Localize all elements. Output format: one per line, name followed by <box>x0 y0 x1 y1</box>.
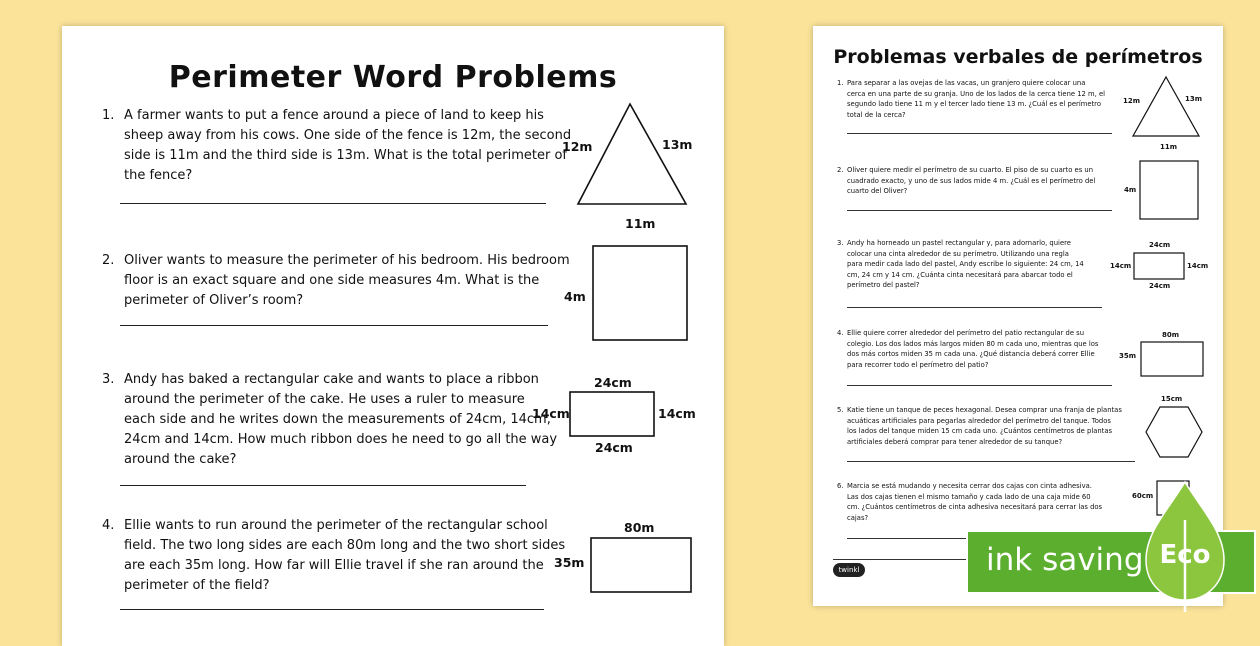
rectangle-shape <box>590 537 692 593</box>
question-line: perímetro del pastel? <box>847 281 920 289</box>
question-line: A farmer wants to put a fence around a piece of land to keep his <box>124 108 544 123</box>
side-label: 80m <box>1162 331 1180 339</box>
question-line: Oliver quiere medir el perímetro de su cuarto. El piso de su cuarto es un <box>847 166 1094 174</box>
question-number: 4. <box>102 518 115 533</box>
question-line: cuadrado exacto, y uno de sus lados mide 4 m. ¿Cuál es el perímetro del <box>847 176 1096 185</box>
answer-line <box>847 133 1112 134</box>
rectangle-shape <box>569 391 655 437</box>
question-number: 2. <box>102 253 115 268</box>
side-label: 14cm <box>1187 262 1209 270</box>
question-number: 3. <box>102 372 115 387</box>
worksheet-title: Perimeter Word Problems <box>168 60 618 95</box>
question-line: Andy ha horneado un pastel rectangular y, para adornarlo, quiere <box>847 239 1071 247</box>
question-line: total de la cerca? <box>847 110 906 119</box>
triangle-shape <box>1131 76 1201 138</box>
question-number: 3. <box>837 239 844 247</box>
question-line: around the perimeter of the cake. He uses a ruler to measure <box>124 392 525 407</box>
question-line: Ellie quiere correr alrededor del perímetro del patio rectangular de su <box>847 329 1085 337</box>
question-line: are each 35m long. How far will Ellie travel if she ran around the <box>124 558 544 573</box>
question-number: 5. <box>837 406 844 414</box>
question-line: los lados del tanque miden 15 cm cada uno. ¿Cuántos centímetros de plantas <box>847 427 1113 435</box>
question-number: 4. <box>837 329 844 337</box>
ink-saving-label: ink saving <box>986 542 1144 578</box>
question-line: each side and he writes down the measurements of 24cm, 14cm, <box>124 412 551 427</box>
english-worksheet <box>62 26 724 646</box>
answer-line <box>847 307 1102 308</box>
side-label: 11m <box>625 216 656 231</box>
eco-label: Eco <box>1159 540 1211 570</box>
side-label: 13m <box>662 137 693 152</box>
question-number: 1. <box>837 79 844 87</box>
question-line: the fence? <box>124 168 193 183</box>
question-line: segundo lado tiene 11 m y el tercer lado tiene 13 m. ¿Cuál es el perímetro <box>847 100 1101 108</box>
question-line: perimeter of Oliver’s room? <box>124 293 304 308</box>
side-label: 13m <box>1185 95 1203 103</box>
side-label: 12m <box>1123 97 1141 105</box>
side-label: 80m <box>624 520 655 535</box>
footer-divider <box>833 559 973 560</box>
question-number: 1. <box>102 108 115 123</box>
square-shape <box>1139 160 1199 220</box>
square-shape <box>592 245 688 341</box>
question-line: floor is an exact square and one side measures 4m. What is the <box>124 273 540 288</box>
answer-line <box>120 203 546 204</box>
question-line: cm. ¿Cuántos centímetros de cinta adhesiva necesitará para cerrar las dos <box>847 503 1103 511</box>
question-line: cuarto del Oliver? <box>847 187 908 195</box>
question-line: Katie tiene un tanque de peces hexagonal. Desea comprar una franja de plantas <box>847 406 1122 414</box>
answer-line <box>120 325 548 326</box>
question-line: Andy has baked a rectangular cake and wants to place a ribbon <box>124 372 539 387</box>
question-line: dos más cortos miden 35 m cada una. ¿Qué distancia deberá correr Ellie <box>847 350 1095 358</box>
worksheet-title: Problemas verbales de perímetros <box>833 46 1203 68</box>
side-label: 24cm <box>1149 282 1171 290</box>
question-number: 6. <box>837 482 844 490</box>
side-label: 14cm <box>532 406 570 421</box>
side-label: 35m <box>1119 352 1137 360</box>
question-line: para recorrer todo el perímetro del patio? <box>847 360 989 369</box>
question-line: cm, 24 cm y 14 cm. ¿Cuánta cinta necesitará para abarcar todo el <box>847 270 1073 279</box>
question-line: 24cm and 14cm. How much ribbon does he need to go all the way <box>124 432 558 447</box>
question-line: cajas? <box>847 513 869 522</box>
hexagon-shape <box>1145 406 1203 458</box>
rectangle-shape <box>1140 341 1204 377</box>
question-line: cerca en una parte de su granja. Uno de los lados de la cerca tiene 12 m, el <box>847 89 1106 98</box>
side-label: 60cm <box>1132 492 1154 500</box>
question-line: acuáticas artificiales para pegarlas alrededor del perímetro del tanque. Todos <box>847 416 1111 425</box>
question-line: colocar una cinta alrededor de su perímetro. Utilizando una regla <box>847 249 1069 258</box>
twinkl-logo: twinkl <box>833 563 865 577</box>
question-line: Para separar a las ovejas de las vacas, un granjero quiere colocar una <box>847 79 1086 87</box>
side-label: 12m <box>562 139 593 154</box>
side-label: 14cm <box>658 406 696 421</box>
triangle-shape <box>574 102 693 206</box>
answer-line <box>120 485 526 486</box>
answer-line <box>120 609 544 610</box>
question-line: side is 11m and the third side is 13m. What is the total perimeter of <box>124 148 567 163</box>
side-label: 24cm <box>1149 241 1171 249</box>
side-label: 14cm <box>1110 262 1132 270</box>
question-line: Oliver wants to measure the perimeter of his bedroom. His bedroom <box>124 253 570 268</box>
question-line: Las dos cajas tienen el mismo tamaño y cada lado de una caja mide 60 <box>847 492 1091 501</box>
question-line: colegio. Los dos lados más largos miden 80 m cada uno, mientras que los <box>847 339 1099 348</box>
answer-line <box>847 210 1112 211</box>
rectangle-shape <box>1133 252 1185 280</box>
question-line: Ellie wants to run around the perimeter of the rectangular school <box>124 518 548 533</box>
side-label: 24cm <box>594 375 632 390</box>
answer-line <box>847 385 1112 386</box>
side-label: 4m <box>1124 186 1137 194</box>
side-label: 15cm <box>1161 395 1183 403</box>
side-label: 4m <box>564 289 586 304</box>
side-label: 11m <box>1160 143 1178 151</box>
question-line: perimeter of the field? <box>124 578 270 593</box>
question-number: 2. <box>837 166 844 174</box>
side-label: 24cm <box>595 440 633 455</box>
question-line: Marcia se está mudando y necesita cerrar dos cajas con cinta adhesiva. <box>847 482 1092 490</box>
question-line: artificiales deberá comprar para tener alrededor de su tanque? <box>847 437 1063 446</box>
question-line: around the cake? <box>124 452 237 467</box>
side-label: 35m <box>554 555 585 570</box>
question-line: sheep away from his cows. One side of the fence is 12m, the second <box>124 128 572 143</box>
question-line: field. The two long sides are each 80m long and the two short sides <box>124 538 566 553</box>
question-line: para medir cada lado del pastel, Andy escribe lo siguiente: 24 cm, 14 <box>847 260 1084 268</box>
answer-line <box>847 461 1135 462</box>
